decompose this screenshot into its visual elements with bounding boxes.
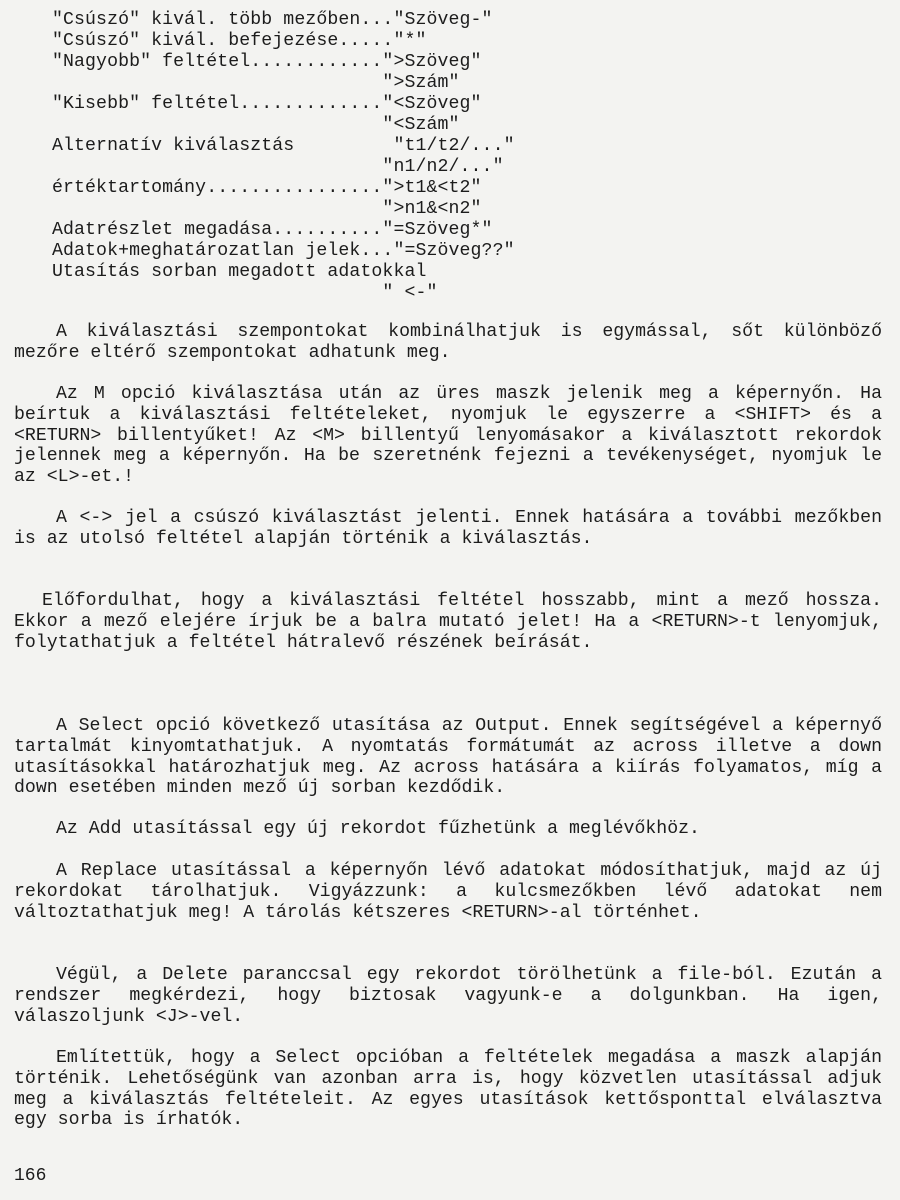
body-paragraph: A <-> jel a csúszó kiválasztást jelenti. Ennek hatására a további mezőkben is az utolsó feltétel alapján történik a kiválasztás. (14, 508, 882, 549)
criteria-line: Alternatív kiválasztás "t1/t2/..." (52, 136, 515, 156)
body-paragraph: Végül, a Delete paranccsal egy rekordot törölhetünk a file-ból. Ezután a rendszer megkérdezi, hogy biztosak vagyunk-e a dolgunkban. Ha igen, válaszoljunk <J>-vel. (14, 965, 882, 1027)
body-paragraph: Az M opció kiválasztása után az üres maszk jelenik meg a képernyőn. Ha beírtuk a kiválasztási feltételeket, nyomjuk le egyszerre a <SHIFT> és a <RETURN> billentyűket! Az <M> billentyű lenyomásakor a kiválasztott rekordok jelennek meg a képernyőn. Ha be szeretnénk fejezni a tevékenységet, nyomjuk le az <L>-et.! (14, 384, 882, 488)
criteria-line: "Csúszó" kivál. több mezőben..."Szöveg-" (52, 10, 493, 30)
body-paragraph: A kiválasztási szempontokat kombinálhatjuk is egymással, sőt különböző mezőre eltérő szempontokat adhatunk meg. (14, 322, 882, 363)
criteria-line: "Kisebb" feltétel............."<Szöveg" (52, 94, 482, 114)
body-paragraph: Előfordulhat, hogy a kiválasztási feltétel hosszabb, mint a mező hossza. Ekkor a mező elejére írjuk be a balra mutató jelet! Ha a <RETURN>-t lenyomjuk, folytathatjuk a feltétel hátralevő részének beírását. (14, 591, 882, 653)
body-paragraph: Az Add utasítással egy új rekordot fűzhetünk a meglévőkhöz. (56, 819, 700, 839)
criteria-line: Adatrészlet megadása.........."=Szöveg*" (52, 220, 493, 240)
criteria-line: "Nagyobb" feltétel............">Szöveg" (52, 52, 482, 72)
criteria-line: Adatok+meghatározatlan jelek..."=Szöveg??" (52, 241, 515, 261)
criteria-line: " <-" (52, 283, 438, 303)
criteria-line: ">n1&<n2" (52, 199, 482, 219)
criteria-line: "Csúszó" kivál. befejezése....."*" (52, 31, 427, 51)
body-paragraph: Említettük, hogy a Select opcióban a feltételek megadása a maszk alapján történik. Lehetőségünk van azonban arra is, hogy közvetlen utasítással adjuk meg a kiválasztás feltételeit. Az egyes utasítások kettősponttal elválasztva egy sorba is írhatók. (14, 1048, 882, 1131)
criteria-line: Utasítás sorban megadott adatokkal (52, 262, 427, 282)
criteria-line: "n1/n2/..." (52, 157, 504, 177)
body-paragraph: A Select opció következő utasítása az Output. Ennek segítségével a képernyő tartalmát kinyomtathatjuk. A nyomtatás formátumát az across illetve a down utasításokkal határozhatjuk meg. Az across hatására a kiírás folyamatos, míg a down esetében minden mező új sorban kezdődik. (14, 716, 882, 799)
criteria-line: "<Szám" (52, 115, 460, 135)
body-paragraph: A Replace utasítással a képernyőn lévő adatokat módosíthatjuk, majd az új rekordokat tárolhatjuk. Vigyázzunk: a kulcsmezőkben lévő adatokat nem változtathatjuk meg! A tárolás kétszeres <RETURN>-al történhet. (14, 861, 882, 923)
page-number: 166 (14, 1166, 47, 1186)
criteria-line: értéktartomány................">t1&<t2" (52, 178, 482, 198)
criteria-line: ">Szám" (52, 73, 460, 93)
